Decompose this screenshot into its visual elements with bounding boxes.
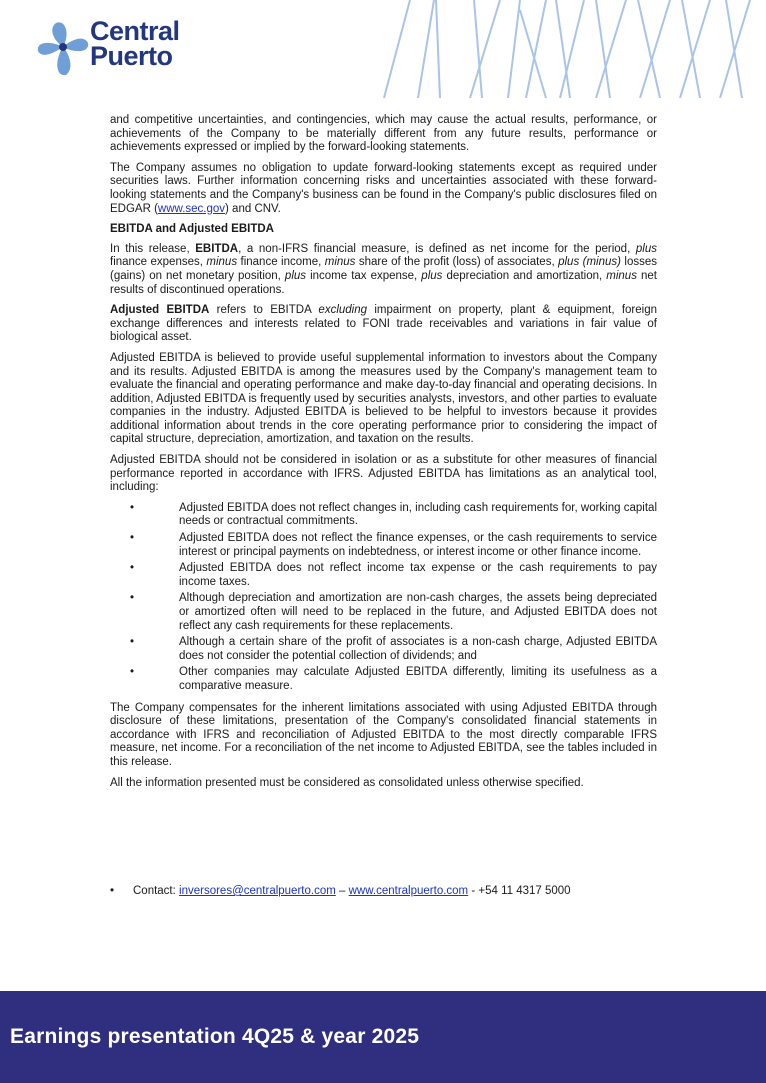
logo-pinwheel-icon	[36, 21, 90, 77]
email-link[interactable]: inversores@centralpuerto.com	[179, 885, 336, 897]
bullet-icon: •	[130, 636, 135, 649]
header-decorative-lines	[370, 0, 766, 98]
footer-title: Earnings presentation 4Q25 & year 2025	[10, 1025, 420, 1048]
logo-line-1: Central	[90, 16, 180, 46]
page-header	[0, 0, 766, 100]
page-footer	[0, 991, 766, 1083]
contact-label: Contact:	[133, 885, 180, 897]
company-logo[interactable]	[36, 17, 206, 81]
website-link[interactable]: www.centralpuerto.com	[348, 885, 469, 897]
bullet-icon: •	[130, 532, 135, 545]
contact-line: • Contact: inversores@centralpuerto.com – www.centralpuerto.com - +54 11 4317 5000	[110, 885, 571, 897]
document-body	[110, 114, 657, 797]
sec-gov-link[interactable]: www.sec.gov	[157, 202, 226, 215]
list-item: • Other companies may calculate Adjusted EBITDA differently, limiting its usefulness as a comparative measure.	[130, 666, 657, 692]
phone-number: +54 11 4317 5000	[478, 885, 571, 897]
paragraph-ebitda-definition: In this release, EBITDA, a non-IFRS financial measure, is defined as net income for the period, plus finance expenses, minus finance income, minus share of the profit (loss) of associates, plus (minus) losses (gains) on net monetary position, plus income tax expense, plus depreciation and amortization, minus net results of discontinued operations.	[110, 242, 658, 296]
limitations-list	[110, 502, 657, 694]
bullet-icon: •	[130, 562, 135, 575]
list-item: • Adjusted EBITDA does not reflect the finance expenses, or the cash requirements to service interest or principal payments on indebtedness, or interest income or other finance income.	[130, 532, 657, 558]
logo-wordmark	[90, 16, 180, 71]
bullet-icon: •	[130, 592, 135, 605]
paragraph-adjusted-ebitda-definition: Adjusted EBITDA refers to EBITDA excluding impairment on property, plant & equipment, foreign exchange differences and interests related to FONI trade receivables and variations in fair value of biological asset.	[110, 304, 658, 344]
paragraph-adjusted-ebitda-limitations: Adjusted EBITDA should not be considered in isolation or as a substitute for other measures of financial performance reported in accordance with IFRS. Adjusted EBITDA has limitations as an analytical tool, including:	[110, 454, 657, 494]
list-item: • Although a certain share of the profit of associates is a non-cash charge, Adjusted EBITDA does not consider the potential collection of dividends; and	[130, 636, 657, 662]
list-item: • Although depreciation and amortization are non-cash charges, the assets being depreciated or amortized often will need to be replaced in the future, and Adjusted EBITDA does not reflect any cash requirements for these replacements.	[130, 592, 657, 632]
paragraph-adjusted-ebitda-usefulness: Adjusted EBITDA is believed to provide useful supplemental information to investors about the Company and its results. Adjusted EBITDA is among the measures used by the Company's management team to evaluate the financial and operating performance and make day-to-day financial and operating decisions. In addition, Adjusted EBITDA is frequently used by securities analysts, investors, and other parties to evaluate companies in the industry. Adjusted EBITDA is believed to be helpful to investors because it provides additional information about trends in the core operating performance prior to considering the impact of capital structure, depreciation, amortization, and taxation on the results.	[110, 351, 657, 446]
paragraph-compensation: The Company compensates for the inherent limitations associated with using Adjusted EBITDA through disclosure of these limitations, presentation of the Company's consolidated financial statements in accordance with IFRS and reconciliation of Adjusted EBITDA to the most directly comparable IFRS measure, net income. For a reconciliation of the net income to Adjusted EBITDA, see the tables included in this release.	[110, 701, 657, 768]
bullet-icon: •	[130, 501, 135, 514]
logo-line-2: Puerto	[90, 41, 173, 71]
paragraph-forward-looking-1: and competitive uncertainties, and contingencies, which may cause the actual results, performance, or achievements of the Company to be materially different from any future results, performance or achievements expressed or implied by the forward-looking statements.	[110, 114, 657, 154]
bullet-icon: •	[130, 666, 135, 679]
section-heading: EBITDA and Adjusted EBITDA	[110, 223, 274, 236]
list-item: • Adjusted EBITDA does not reflect income tax expense or the cash requirements to pay income taxes.	[130, 562, 657, 588]
paragraph-consolidated-note: All the information presented must be considered as consolidated unless otherwise specified.	[110, 776, 584, 789]
list-item: • Adjusted EBITDA does not reflect changes in, including cash requirements for, working capital needs or contractual commitments.	[130, 501, 657, 528]
paragraph-forward-looking-2: The Company assumes no obligation to update forward-looking statements except as required under securities laws. Further information concerning risks and uncertainties associated with these forward-looking statements and the Company's business can be found in the Company's public disclosures filed on EDGAR (www.sec.gov) and CNV.	[110, 161, 657, 215]
bullet-icon: •	[110, 885, 115, 897]
